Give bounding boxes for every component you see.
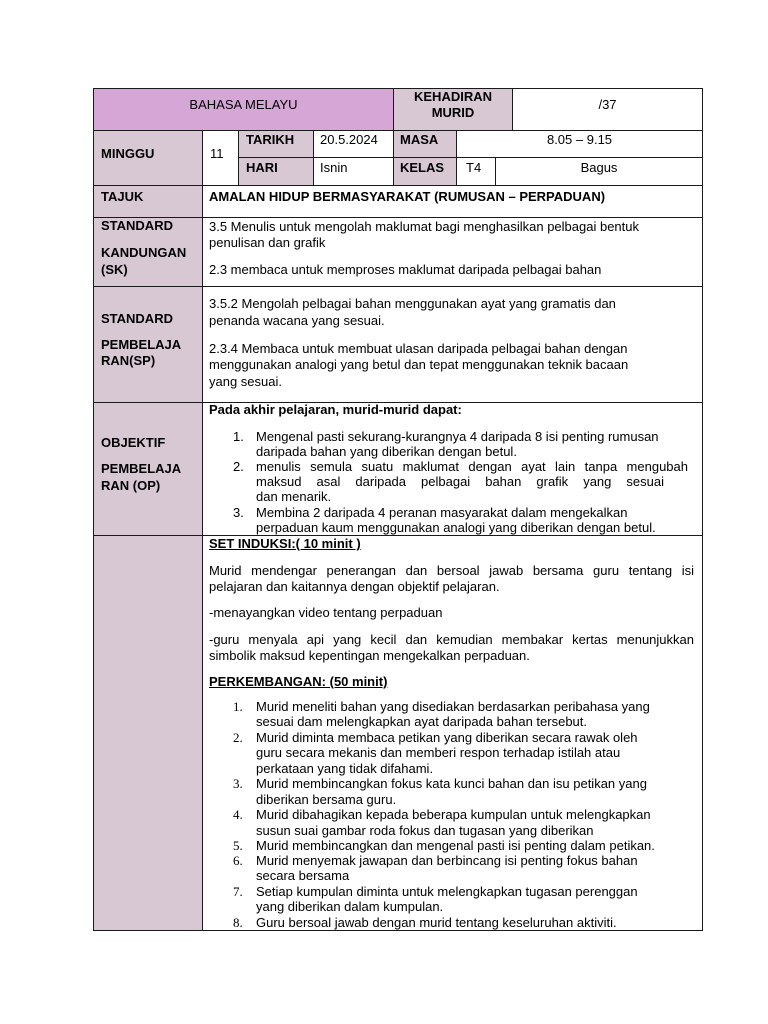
step-number: 4. — [233, 807, 243, 822]
time-label: MASA — [400, 132, 439, 147]
induction-line: Murid mendengar penerangan dan bersoal jawab bersama guru tentang isi — [209, 563, 694, 578]
objective-label-line3: RAN (OP) — [101, 478, 161, 493]
attendance-value: /37 — [598, 97, 617, 112]
activities-label-cell — [93, 535, 203, 931]
step-line: guru secara mekanis dan memberi respon terhadap istilah atau — [256, 745, 621, 760]
induction-line: -guru menyala api yang kecil dan kemudian membakar kertas menunjukkan — [209, 632, 694, 647]
learning-standard-line: yang sesuai. — [209, 374, 282, 389]
content-standard-label-line1: STANDARD — [101, 218, 173, 233]
learning-standard-label-line3: RAN(SP) — [101, 353, 156, 368]
class-name: Bagus — [580, 160, 618, 175]
learning-standard-line: 3.5.2 Mengolah pelbagai bahan menggunakan ayat yang gramatis dan — [209, 296, 616, 311]
step-number: 2. — [233, 730, 243, 745]
step-number: 5. — [233, 838, 243, 853]
attendance-label-line1: KEHADIRAN — [414, 89, 492, 104]
objective-label-line1: OBJEKTIF — [101, 435, 166, 450]
learning-standard-line: penanda wacana yang sesuai. — [209, 313, 385, 328]
content-standard-label-line3: (SK) — [101, 262, 128, 277]
date-value: 20.5.2024 — [320, 132, 378, 147]
day-value: Isnin — [320, 160, 348, 175]
step-number: 8. — [233, 915, 243, 930]
day-label: HARI — [246, 160, 278, 175]
step-number: 3. — [233, 776, 243, 791]
objective-item-line: perpaduan kaum menggunakan analogi yang diberikan dengan betul. — [256, 520, 656, 535]
step-line: Murid membincangkan dan mengenal pasti isi penting dalam petikan. — [256, 838, 655, 853]
subject-title: BAHASA MELAYU — [189, 97, 298, 112]
step-line: Murid meneliti bahan yang disediakan berdasarkan peribahasa yang — [256, 699, 650, 714]
content-standard-line: 3.5 Menulis untuk mengolah maklumat bagi menghasilkan pelbagai bentuk — [209, 219, 639, 234]
objective-item-number: 1. — [233, 429, 244, 444]
topic-label: TAJUK — [101, 189, 144, 204]
week-label: MINGGU — [101, 146, 155, 161]
date-label: TARIKH — [246, 132, 295, 147]
week-value: 11 — [210, 146, 224, 161]
step-number: 1. — [233, 699, 243, 714]
step-line: Setiap kumpulan diminta untuk melengkapkan tugasan perenggan — [256, 884, 638, 899]
step-line: Guru bersoal jawab dengan murid tentang keseluruhan aktiviti. — [256, 915, 617, 930]
step-line: Murid diminta membaca petikan yang diberikan secara rawak oleh — [256, 730, 638, 745]
content-standard-line: penulisan dan grafik — [209, 235, 326, 250]
time-value: 8.05 – 9.15 — [546, 132, 613, 147]
learning-standard-label-line1: STANDARD — [101, 311, 173, 326]
step-line: sesuai dam melengkapkan ayat daripada bahan tersebut. — [256, 714, 587, 729]
learning-standard-line: menggunakan analogi yang betul dan tepat menggunakan teknik bacaan — [209, 357, 629, 372]
content-standard-line: 2.3 membaca untuk memproses maklumat daripada pelbagai bahan — [209, 262, 602, 277]
objective-item-line: menulis semula suatu maklumat dengan ayat lain tanpa mengubah — [256, 459, 688, 474]
objective-label-line2: PEMBELAJA — [101, 461, 182, 476]
step-line: perkataan yang tidak difahami. — [256, 761, 434, 776]
step-number: 7. — [233, 884, 243, 899]
objective-item-line: maksud asal daripada pelbagai bahan grafik yang sesuai — [256, 474, 664, 489]
learning-standard-label-line2: PEMBELAJA — [101, 337, 182, 352]
class-label: KELAS — [400, 160, 445, 175]
objective-item-line: daripada bahan yang diberikan dengan betul. — [256, 444, 517, 459]
induction-line: pelajaran dan kaitannya dengan objektif pelajaran. — [209, 579, 500, 594]
step-line: Murid dibahagikan kepada beberapa kumpulan untuk melengkapkan — [256, 807, 651, 822]
step-line: diberikan bersama guru. — [256, 792, 397, 807]
step-line: secara bersama — [256, 868, 350, 883]
objective-item-number: 2. — [233, 459, 244, 474]
development-title: PERKEMBANGAN: (50 minit) — [209, 674, 388, 689]
induction-title: SET INDUKSI:( 10 minit ) — [209, 536, 361, 551]
class-value: T4 — [466, 160, 482, 175]
induction-line: -menayangkan video tentang perpaduan — [209, 605, 443, 620]
step-line: yang diberikan dalam kumpulan. — [256, 899, 444, 914]
topic-value: AMALAN HIDUP BERMASYARAKAT (RUMUSAN – PERPADUAN) — [209, 189, 606, 204]
learning-standard-line: 2.3.4 Membaca untuk membuat ulasan daripada pelbagai bahan dengan — [209, 341, 628, 356]
objective-item-number: 3. — [233, 505, 244, 520]
step-line: Murid menyemak jawapan dan berbincang isi penting fokus bahan — [256, 853, 638, 868]
attendance-label-line2: MURID — [431, 105, 475, 120]
step-number: 6. — [233, 853, 243, 868]
induction-line: simbolik maksud kepentingan mengekalkan perpaduan. — [209, 648, 530, 663]
content-standard-label-line2: KANDUNGAN — [101, 245, 187, 260]
objective-item-line: dan menarik. — [256, 489, 332, 504]
step-line: susun suai gambar roda fokus dan tugasan yang diberikan — [256, 823, 594, 838]
objective-item-line: Membina 2 daripada 4 peranan masyarakat dalam mengekalkan — [256, 505, 628, 520]
objective-item-line: Mengenal pasti sekurang-kurangnya 4 daripada 8 isi penting rumusan — [256, 429, 659, 444]
step-line: Murid membincangkan fokus kata kunci bahan dan isu petikan yang — [256, 776, 647, 791]
objective-intro: Pada akhir pelajaran, murid-murid dapat: — [209, 402, 462, 417]
